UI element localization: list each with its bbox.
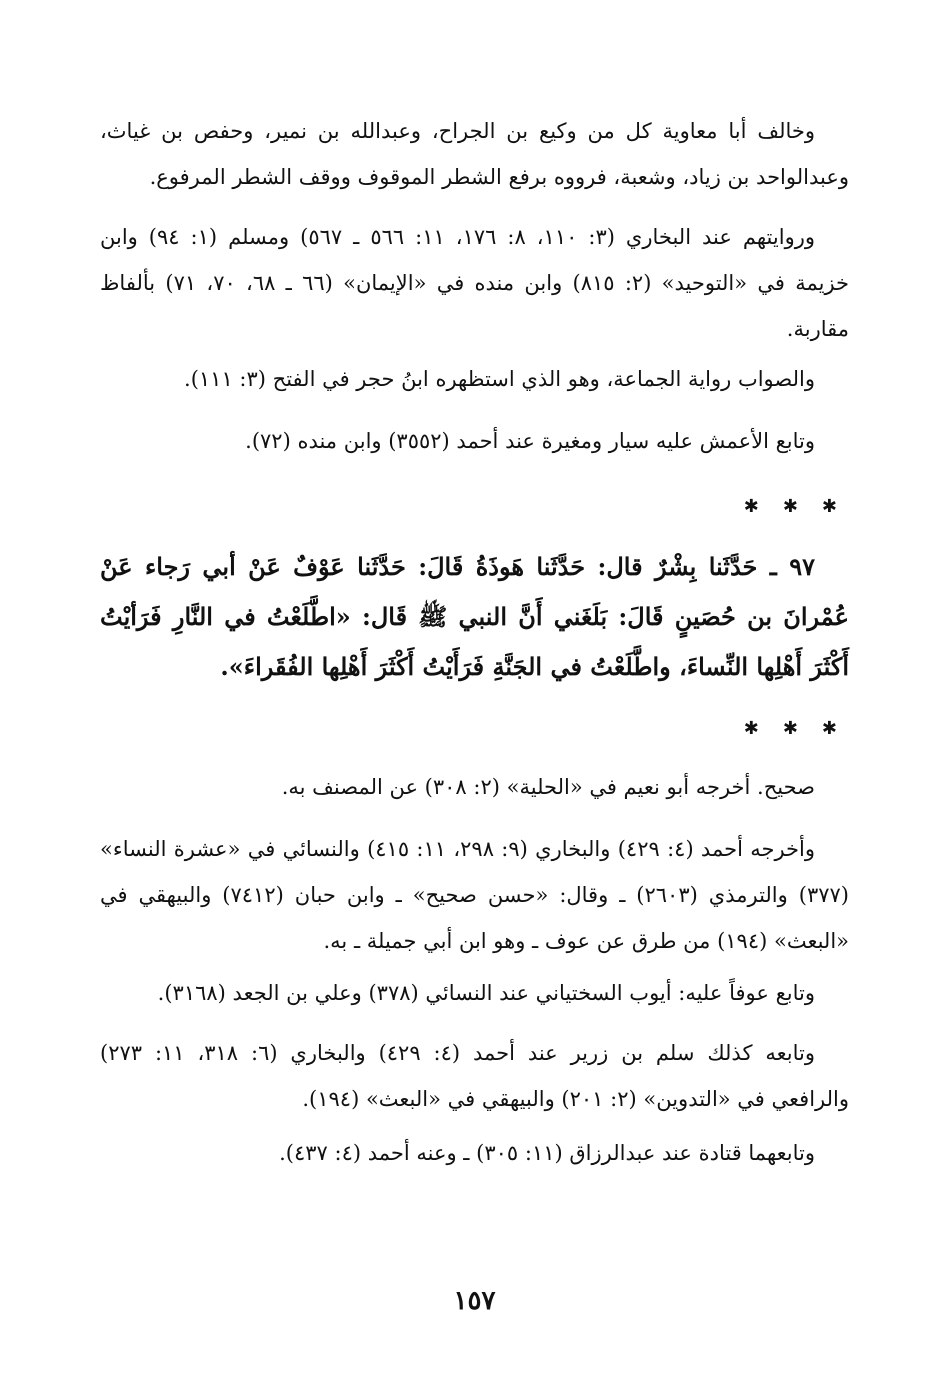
commentary-4: وتابعه كذلك سلم بن زرير عند أحمد (٤: ٤٢٩) والبخاري (٦: ٣١٨، ١١: ٢٧٣) والرافعي في «التدوين» (٢: ٢٠١) والبيهقي في «البعث» (١٩٤). <box>100 1041 849 1111</box>
paragraph-1: وخالف أبا معاوية كل من وكيع بن الجراح، وعبدالله بن نمير، وحفص بن غياث، وعبدالواحد بن زياد، وشعبة، فرووه برفع الشطر الموقوف ووقف الشطر المرفوع. <box>100 119 849 189</box>
page-number: ١٥٧ <box>453 1286 496 1316</box>
star-glyph: ✱ <box>782 496 798 517</box>
commentary-5: وتابعهما قتادة عند عبدالرزاق (١١: ٣٠٥) ـ وعنه أحمد (٤: ٤٣٧). <box>279 1141 815 1165</box>
commentary-1: صحيح. أخرجه أبو نعيم في «الحلية» (٢: ٣٠٨) عن المصنف به. <box>281 775 815 799</box>
star-glyph: ✱ <box>743 718 759 739</box>
star-glyph: ✱ <box>743 496 759 517</box>
section-separator-2 <box>100 706 849 752</box>
section-separator-1 <box>100 484 849 530</box>
star-glyph: ✱ <box>821 718 837 739</box>
star-glyph: ✱ <box>782 718 798 739</box>
paragraph-2: وروايتهم عند البخاري (٣: ١١٠، ٨: ١٧٦، ١١: ٥٦٦ ـ ٥٦٧) ومسلم (١: ٩٤) وابن خزيمة في «التوحيد» (٢: ٨١٥) وابن منده في «الإيمان» (٦٦ ـ ٦٨، ٧٠، ٧١) بألفاظ مقاربة. <box>100 225 850 341</box>
star-glyph: ✱ <box>821 496 837 517</box>
paragraph-4: وتابع الأعمش عليه سيار ومغيرة عند أحمد (٣٥٥٢) وابن منده (٧٢). <box>245 429 815 453</box>
paragraph-3: والصواب رواية الجماعة، وهو الذي استظهره ابنُ حجر في الفتح (٣: ١١١). <box>184 367 815 391</box>
hadith-97: ٩٧ ـ حَدَّثَنا بِشْرٌ قال: حَدَّثَنا هَوذَةُ قَالَ: حَدَّثَنا عَوْفٌ عَنْ أبي رَجاء عَنْ عُمْرانَ بن حُصَينٍ قَالَ: بَلَغَني أَنَّ النبي ﷺ قَال: «اطَّلَعْتُ في النَّارِ فَرَأيْتُ أَكْثَرَ أَهْلِها النِّساءَ، واطَّلَعْتُ في الجَنَّةِ فَرَأَيْتُ أَكْثَرَ أَهْلِها الفُقَراءَ». <box>100 552 849 681</box>
commentary-3: وتابع عوفاً عليه: أيوب السختياني عند النسائي (٣٧٨) وعلي بن الجعد (٣١٦٨). <box>157 981 815 1005</box>
commentary-2: وأخرجه أحمد (٤: ٤٢٩) والبخاري (٩: ٢٩٨، ١١: ٤١٥) والنسائي في «عشرة النساء» (٣٧٧) والترمذي (٢٦٠٣) ـ وقال: «حسن صحيح» ـ وابن حبان (٧٤١٢) والبيهقي في «البعث» (١٩٤) من طرق عن عوف ـ وهو ابن أبي جميلة ـ به. <box>100 837 849 953</box>
